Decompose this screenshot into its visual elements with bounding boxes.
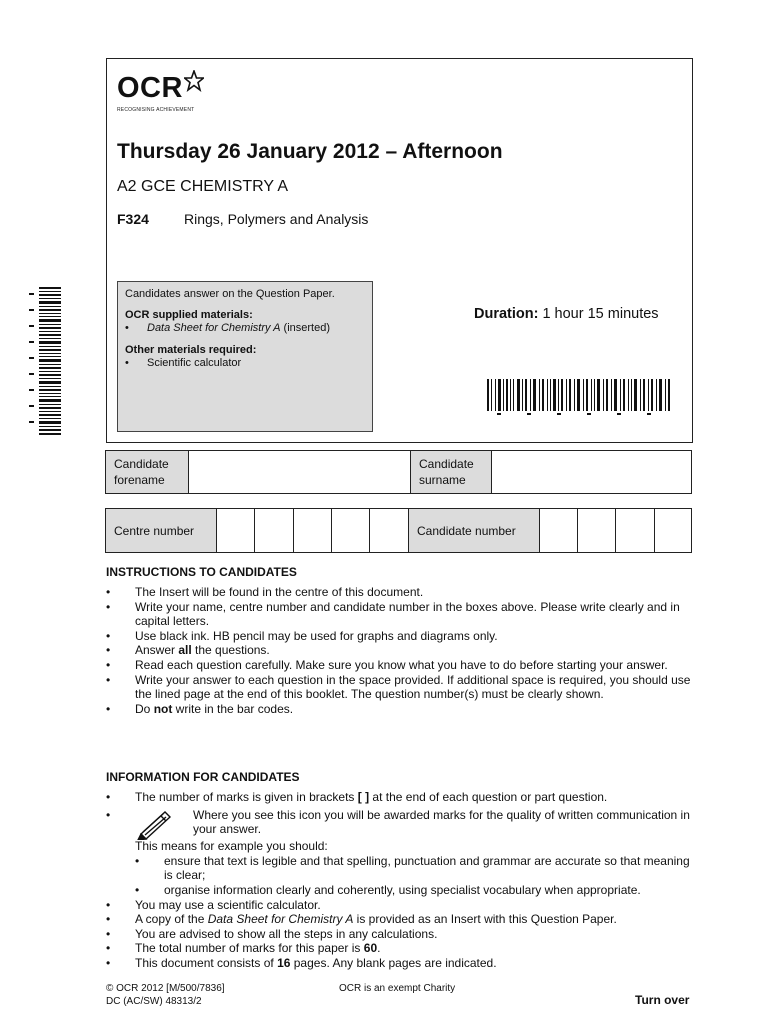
marks-line: The number of marks is given in brackets [ ] at the end of each question or part question. [135,790,608,804]
list-item: • organise information clearly and coherently, using specialist vocabulary when appropriate. [135,882,641,897]
pencil-icon [135,808,175,840]
answer-all-line: Answer all the questions. [135,643,270,658]
instructions-list [106,585,696,716]
duration: Duration: 1 hour 15 minutes [474,306,659,322]
logo-tagline: RECOGNISING ACHIEVEMENT [117,107,195,113]
instructions-heading: INSTRUCTIONS TO CANDIDATES [106,565,297,579]
turn-over: Turn over [635,993,690,1007]
information-list [106,790,696,971]
centre-digit-box[interactable] [369,509,408,552]
centre-number-label: Centre number [106,509,216,552]
other-heading: Other materials required: [125,344,257,356]
centre-digit-box[interactable] [331,509,369,552]
qualification: A2 GCE CHEMISTRY A [117,178,289,195]
information-heading: INFORMATION FOR CANDIDATES [106,770,300,784]
list-item: • You are advised to show all the steps in any calculations. [106,926,438,941]
supplied-item: • Data Sheet for Chemistry A (inserted) [125,322,331,334]
candidate-number-label: Candidate number [408,509,539,552]
list-item: • ensure that text is legible and that spelling, punctuation and grammar are accurate so that meaning is clear; [135,853,690,883]
list-item: • Do not write in the bar codes. [106,702,696,717]
list-item: • You may use a scientific calculator. [106,897,321,912]
centre-digit-box[interactable] [293,509,331,552]
horizontal-barcode [487,379,671,417]
centre-digit-box[interactable] [216,509,254,552]
charity-note: OCR is an exempt Charity [339,983,456,994]
number-row [105,508,692,553]
surname-field[interactable] [491,451,691,493]
supplied-heading: OCR supplied materials: [125,309,253,321]
ocr-logo: OCR RECOGNISING ACHIEVEMENT [117,74,237,122]
materials-intro: Candidates answer on the Question Paper. [125,288,335,300]
list-item: • The total number of marks for this paper is 60. [106,941,381,956]
list-item: • The Insert will be found in the centre of this document. [106,585,424,599]
do-not-write-line: Do not write in the bar codes. [135,701,294,716]
centre-digit-box[interactable] [254,509,293,552]
list-item: • Read each question carefully. Make sure you know what you have to do before starting your answer. [106,657,668,672]
list-item: • Use black ink. HB pencil may be used for graphs and diagrams only. [106,628,498,643]
materials-box [117,281,373,432]
candidate-digit-box[interactable] [577,509,615,552]
other-item: • Scientific calculator [125,357,242,369]
list-item: • Write your answer to each question in the space provided. If additional space is required, you should use the lined page at the end of this booklet. The question number(s) must be clearly shown. [106,672,691,702]
list-item: • Where you see this icon you will be awarded marks for the quality of written communication in your answer. [106,808,696,844]
copyright: © OCR 2012 [M/500/7836] [106,983,225,994]
forename-label: Candidate forename [106,451,188,493]
candidate-digit-box[interactable] [539,509,577,552]
unit-code: F324 [117,211,149,227]
list-item: • The number of marks is given in brackets [ ] at the end of each question or part question. [106,790,696,805]
star-icon [184,70,204,92]
surname-label: Candidate surname [410,451,491,493]
candidate-name-row [105,450,692,494]
vertical-barcode [27,287,63,435]
doc-code: DC (AC/SW) 48313/2 [106,996,202,1007]
forename-field[interactable] [188,451,410,493]
list-item: • Write your name, centre number and candidate number in the boxes above. Please write clearly and in capital letters. [106,599,680,629]
candidate-digit-box[interactable] [654,509,691,552]
exam-date: Thursday 26 January 2012 – Afternoon [117,140,503,163]
footer-left [106,982,225,1008]
candidate-digit-box[interactable] [615,509,654,552]
list-item: • Answer all the questions. [106,643,696,658]
list-item: • A copy of the Data Sheet for Chemistry A is provided as an Insert with this Question Paper. [106,912,617,927]
list-item: • This document consists of 16 pages. Any blank pages are indicated. [106,955,497,970]
list-item: This means for example you should: [135,839,328,854]
unit-title: Rings, Polymers and Analysis [184,211,369,227]
